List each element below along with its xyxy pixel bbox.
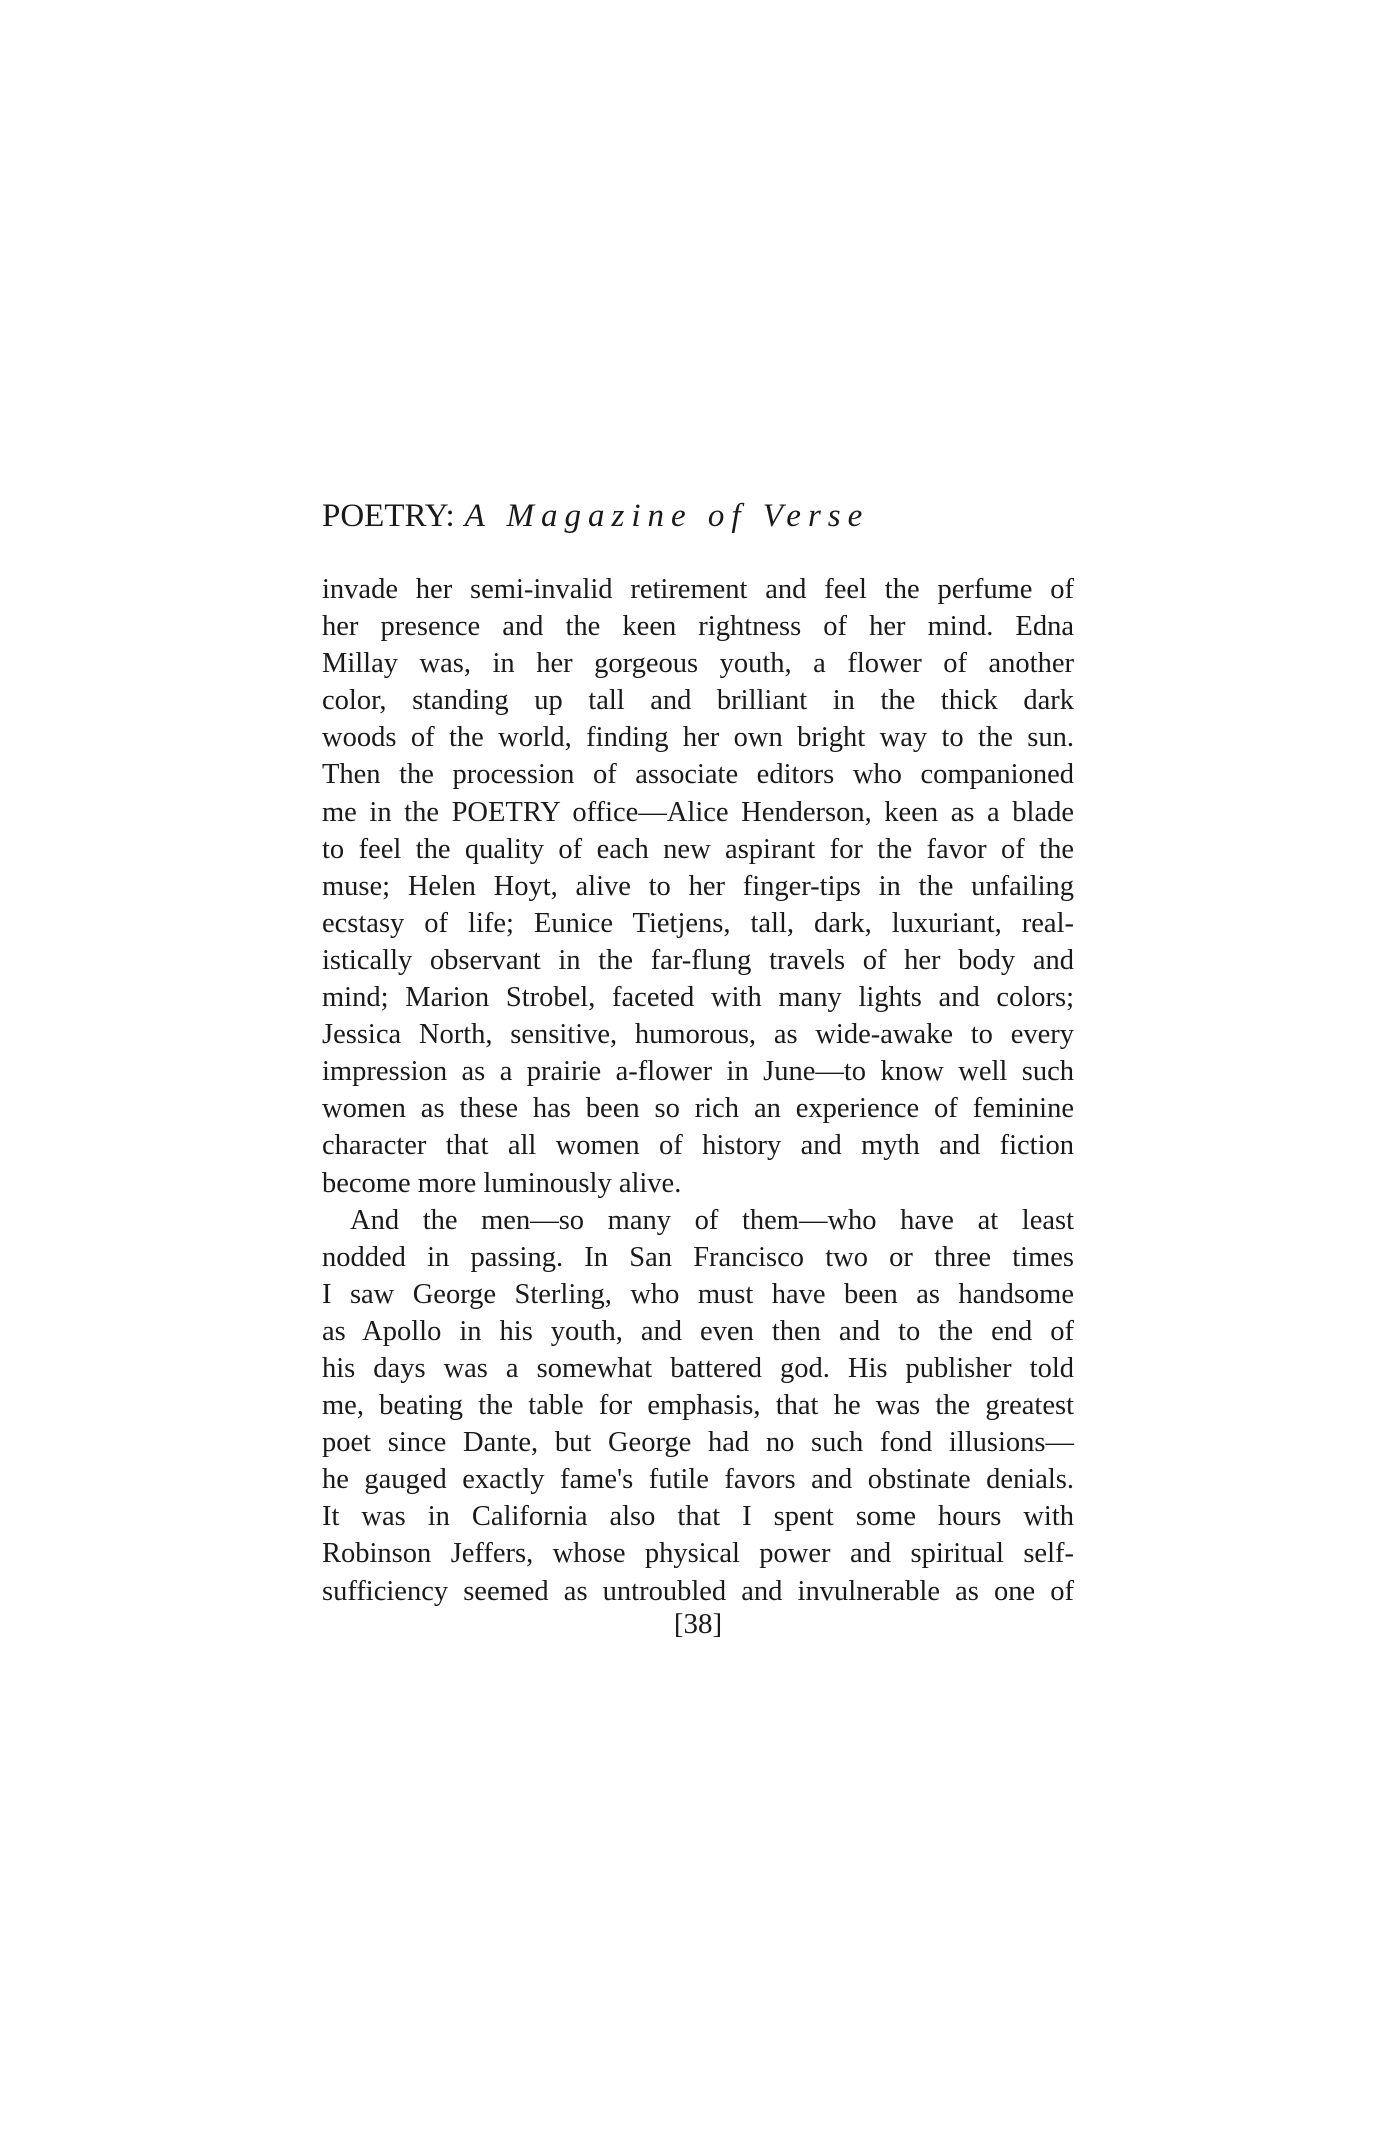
text-line: I saw George Sterling, who must have been as handsome <box>322 1278 1074 1310</box>
text-line: women as these has been so rich an experience of feminine <box>322 1093 1074 1125</box>
text-line: me in the POETRY office—Alice Henderson, keen as a blade <box>322 796 1074 828</box>
text-line: ecstasy of life; Eunice Tietjens, tall, dark, luxuriant, real- <box>322 907 1074 939</box>
text-line: sufficiency seemed as untroubled and invulnerable as one of <box>322 1575 1074 1607</box>
paragraph <box>322 571 1074 1202</box>
text-line: color, standing up tall and brilliant in the thick dark <box>322 685 1074 717</box>
running-head-title: POETRY: <box>322 498 455 534</box>
page-number: [38] <box>673 1608 723 1640</box>
text-line: as Apollo in his youth, and even then and to the end of <box>322 1315 1074 1347</box>
text-line: to feel the quality of each new aspirant for the favor of the <box>322 833 1074 865</box>
running-head <box>322 496 1074 536</box>
text-line: It was in California also that I spent some hours with <box>322 1501 1074 1533</box>
text-line: impression as a prairie a-flower in June—to know well such <box>322 1056 1074 1088</box>
text-line: character that all women of history and myth and fiction <box>322 1130 1074 1162</box>
book-page <box>322 0 1074 2154</box>
text-line: me, beating the table for emphasis, that he was the greatest <box>322 1390 1074 1422</box>
text-line: mind; Marion Strobel, faceted with many lights and colors; <box>322 982 1074 1014</box>
text-line: Millay was, in her gorgeous youth, a flower of another <box>322 648 1074 680</box>
paragraph <box>322 1202 1074 1610</box>
text-line: woods of the world, finding her own bright way to the sun. <box>322 722 1074 754</box>
text-line: Then the procession of associate editors who companioned <box>322 759 1074 791</box>
text-line: invade her semi-invalid retirement and feel the perfume of <box>322 574 1074 605</box>
text-line: istically observant in the far-flung travels of her body and <box>322 944 1074 976</box>
text-line: And the men—so many of them—who have at least <box>350 1204 1074 1236</box>
text-line: nodded in passing. In San Francisco two or three times <box>322 1241 1074 1273</box>
text-line: her presence and the keen rightness of her mind. Edna <box>322 611 1074 643</box>
text-line: his days was a somewhat battered god. His publisher told <box>322 1352 1074 1384</box>
text-line: muse; Helen Hoyt, alive to her finger-tips in the unfailing <box>322 870 1074 902</box>
text-line: he gauged exactly fame's futile favors and obstinate denials. <box>322 1464 1074 1496</box>
text-line: poet since Dante, but George had no such fond illusions— <box>322 1427 1074 1459</box>
text-line: Robinson Jeffers, whose physical power and spiritual self- <box>322 1538 1074 1570</box>
text-line: become more luminously alive. <box>322 1167 682 1199</box>
running-head-subtitle: A Magazine of Verse <box>464 498 870 534</box>
body-text <box>322 571 1074 1610</box>
text-line: Jessica North, sensitive, humorous, as wide-awake to every <box>322 1019 1074 1051</box>
